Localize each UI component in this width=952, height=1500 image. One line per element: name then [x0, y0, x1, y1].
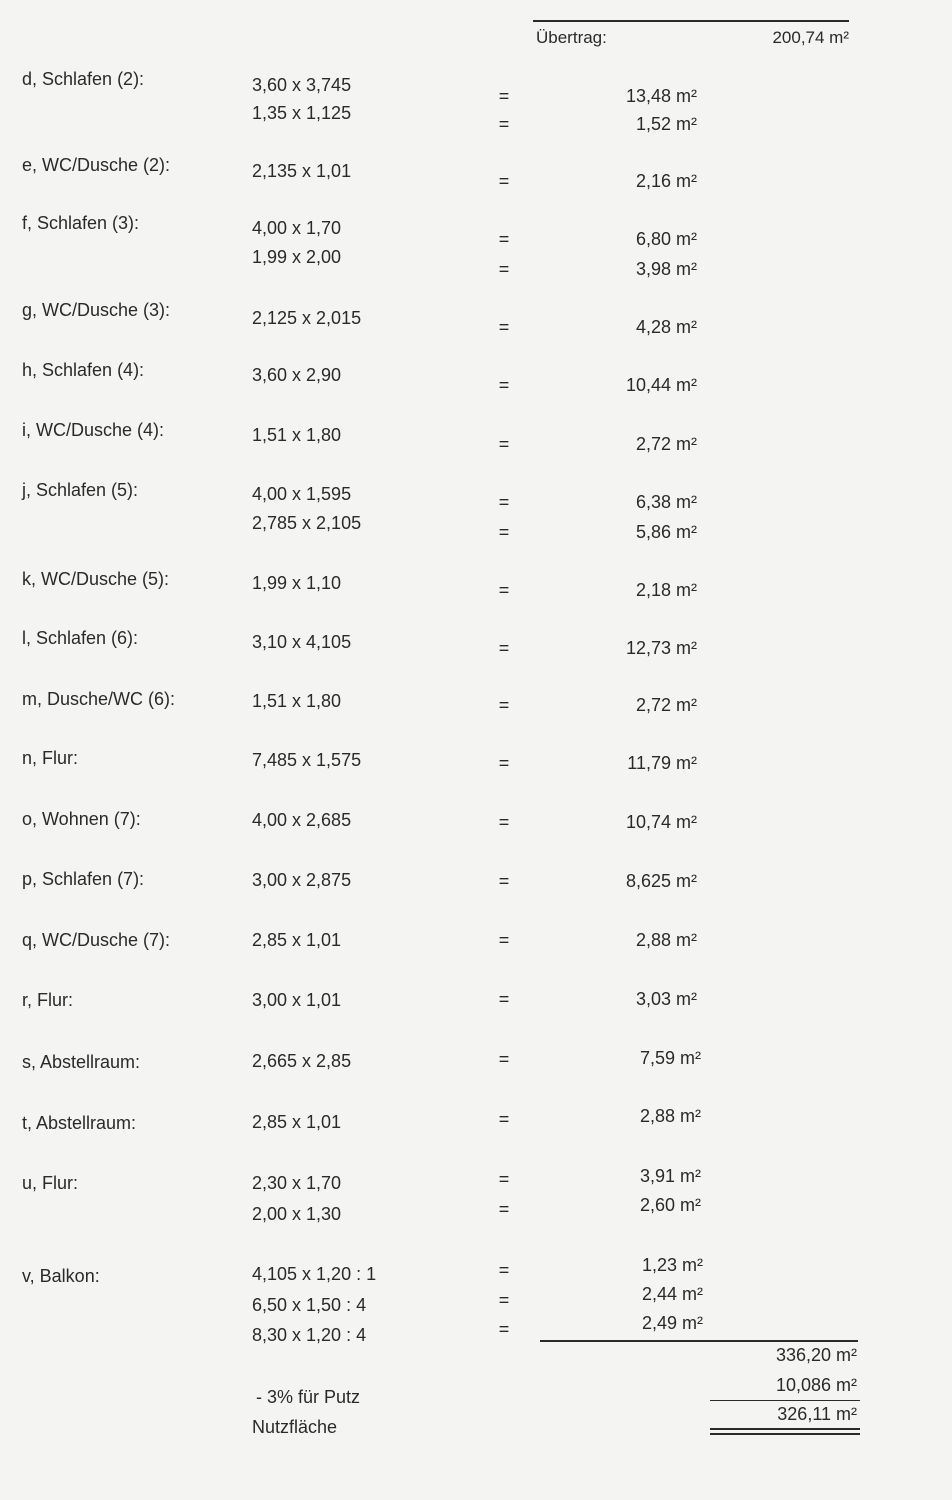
item-label: l, Schlafen (6):: [22, 628, 139, 648]
item-area: 3,91 m²: [639, 1166, 701, 1186]
equals-sign: =: [498, 812, 510, 832]
double-underline-bottom: [710, 1433, 860, 1435]
equals-sign: =: [498, 580, 510, 600]
item-dims: 2,00 x 1,30: [252, 1204, 342, 1224]
item-dims: 1,99 x 2,00: [252, 247, 342, 267]
putz-rule: [710, 1400, 860, 1401]
equals-sign: =: [498, 1260, 510, 1280]
item-area: 5,86 m²: [635, 522, 697, 542]
item-area: 2,60 m²: [639, 1195, 701, 1215]
equals-sign: =: [498, 259, 510, 279]
item-dims: 2,85 x 1,01: [252, 930, 342, 950]
item-dims: 2,665 x 2,85: [252, 1051, 352, 1071]
item-dims: 2,785 x 2,105: [252, 513, 362, 533]
item-dims: 2,135 x 1,01: [252, 161, 352, 181]
item-dims: 2,30 x 1,70: [252, 1173, 342, 1193]
item-label: i, WC/Dusche (4):: [22, 420, 165, 440]
equals-sign: =: [498, 492, 510, 512]
item-dims: 4,00 x 2,685: [252, 810, 352, 830]
nutzflaeche-value: 326,11 m²: [777, 1404, 857, 1424]
item-label: m, Dusche/WC (6):: [22, 689, 176, 709]
item-label: k, WC/Dusche (5):: [22, 569, 170, 589]
sum-rule: [540, 1340, 858, 1342]
item-label: o, Wohnen (7):: [22, 809, 141, 829]
item-area: 1,52 m²: [635, 114, 697, 134]
equals-sign: =: [498, 1109, 510, 1129]
item-dims: 3,10 x 4,105: [252, 632, 352, 652]
item-area: 2,49 m²: [641, 1313, 703, 1333]
equals-sign: =: [498, 171, 510, 191]
item-area: 3,98 m²: [635, 259, 697, 279]
item-label: g, WC/Dusche (3):: [22, 300, 171, 320]
equals-sign: =: [498, 317, 510, 337]
equals-sign: =: [498, 989, 510, 1009]
item-area: 10,74 m²: [625, 812, 697, 832]
item-area: 1,23 m²: [641, 1255, 703, 1275]
equals-sign: =: [498, 229, 510, 249]
header-rule: [533, 20, 849, 22]
item-dims: 1,51 x 1,80: [252, 691, 342, 711]
item-area: 4,28 m²: [635, 317, 697, 337]
item-dims: 4,105 x 1,20 : 1: [252, 1264, 377, 1284]
item-dims: 1,51 x 1,80: [252, 425, 342, 445]
item-dims: 3,00 x 1,01: [252, 990, 342, 1010]
item-dims: 7,485 x 1,575: [252, 750, 362, 770]
item-area: 6,80 m²: [635, 229, 697, 249]
item-dims: 8,30 x 1,20 : 4: [252, 1325, 367, 1345]
item-label: q, WC/Dusche (7):: [22, 930, 171, 950]
item-label: v, Balkon:: [22, 1266, 100, 1286]
item-label: n, Flur:: [22, 748, 79, 768]
item-area: 2,72 m²: [635, 434, 697, 454]
equals-sign: =: [498, 1169, 510, 1189]
item-label: f, Schlafen (3):: [22, 213, 140, 233]
item-area: 2,16 m²: [635, 171, 697, 191]
item-area: 11,79 m²: [627, 753, 697, 773]
equals-sign: =: [498, 522, 510, 542]
item-area: 2,44 m²: [641, 1284, 703, 1304]
item-dims: 3,60 x 3,745: [252, 75, 352, 95]
equals-sign: =: [498, 638, 510, 658]
item-dims: 4,00 x 1,70: [252, 218, 342, 238]
item-dims: 1,99 x 1,10: [252, 573, 342, 593]
item-dims: 3,00 x 2,875: [252, 870, 352, 890]
item-area: 8,625 m²: [625, 871, 697, 891]
equals-sign: =: [498, 434, 510, 454]
equals-sign: =: [498, 871, 510, 891]
equals-sign: =: [498, 86, 510, 106]
item-area: 2,88 m²: [635, 930, 697, 950]
item-area: 3,03 m²: [635, 989, 697, 1009]
equals-sign: =: [498, 930, 510, 950]
uebertrag-label: Übertrag:: [536, 28, 607, 47]
item-area: 2,72 m²: [635, 695, 697, 715]
double-underline-top: [710, 1428, 860, 1430]
item-area: 7,59 m²: [639, 1048, 701, 1068]
item-dims: 3,60 x 2,90: [252, 365, 342, 385]
item-label: d, Schlafen (2):: [22, 69, 145, 89]
item-label: u, Flur:: [22, 1173, 79, 1193]
item-label: p, Schlafen (7):: [22, 869, 145, 889]
equals-sign: =: [498, 1199, 510, 1219]
item-label: s, Abstellraum:: [22, 1052, 141, 1072]
equals-sign: =: [498, 375, 510, 395]
uebertrag-value: 200,74 m²: [772, 28, 849, 47]
item-dims: 4,00 x 1,595: [252, 484, 352, 504]
equals-sign: =: [498, 114, 510, 134]
putz-label: - 3% für Putz: [256, 1387, 361, 1407]
item-area: 2,18 m²: [635, 580, 697, 600]
equals-sign: =: [498, 1290, 510, 1310]
item-label: r, Flur:: [22, 990, 74, 1010]
item-area: 13,48 m²: [625, 86, 697, 106]
item-area: 6,38 m²: [635, 492, 697, 512]
item-area: 10,44 m²: [625, 375, 697, 395]
nutzflaeche-label: Nutzfläche: [252, 1417, 338, 1437]
item-dims: 2,125 x 2,015: [252, 308, 362, 328]
item-label: j, Schlafen (5):: [22, 480, 139, 500]
equals-sign: =: [498, 1319, 510, 1339]
item-area: 2,88 m²: [639, 1106, 701, 1126]
sum-value: 336,20 m²: [775, 1345, 857, 1365]
item-label: e, WC/Dusche (2):: [22, 155, 171, 175]
item-dims: 6,50 x 1,50 : 4: [252, 1295, 367, 1315]
equals-sign: =: [498, 695, 510, 715]
equals-sign: =: [498, 1049, 510, 1069]
equals-sign: =: [498, 753, 510, 773]
item-dims: 1,35 x 1,125: [252, 103, 352, 123]
item-label: h, Schlafen (4):: [22, 360, 145, 380]
item-area: 12,73 m²: [625, 638, 697, 658]
putz-value: 10,086 m²: [775, 1375, 857, 1395]
item-dims: 2,85 x 1,01: [252, 1112, 342, 1132]
item-label: t, Abstellraum:: [22, 1113, 137, 1133]
